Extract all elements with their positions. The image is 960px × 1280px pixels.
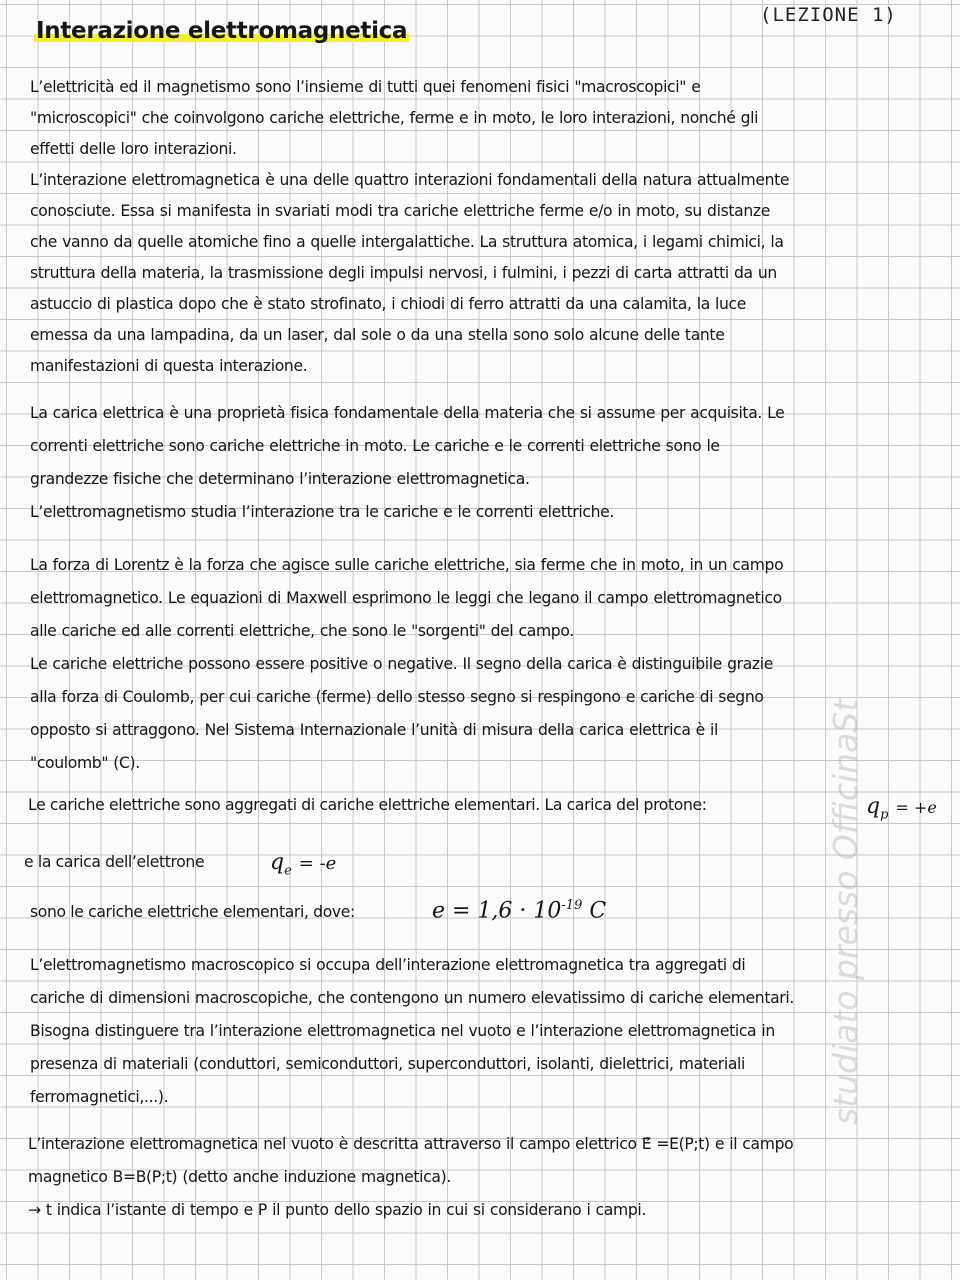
proton-subscript: p <box>880 807 889 823</box>
text-line: magnetico B=B(P;t) (detto anche induzione magnetica). <box>28 1168 451 1186</box>
text-line: astuccio di plastica dopo che è stato strofinato, i chiodi di ferro attratti da una calamita, la luce <box>30 295 747 313</box>
text-line: grandezze fisiche che determinano l’interazione elettromagnetica. <box>30 470 530 488</box>
proton-value: = +e <box>895 798 937 817</box>
elementary-charge-base: e = 1,6 · 10 <box>432 898 562 924</box>
page-title: Interazione elettromagnetica <box>36 18 408 44</box>
charges-line-2: e la carica dell’elettrone <box>24 853 205 871</box>
fields-text-b: =E(P;t) e il campo <box>651 1135 794 1153</box>
paragraph-charge <box>30 397 936 529</box>
text-line: "coulomb" (C). <box>30 754 140 772</box>
text-line: La carica elettrica è una proprietà fisica fondamentale della materia che si assume per acquisita. Le <box>30 404 785 422</box>
text-line: opposto si attraggono. Nel Sistema Internazionale l’unità di misura della carica elettrica è il <box>30 721 718 739</box>
text-line: ferromagnetici,...). <box>30 1088 169 1106</box>
elementary-charge-formula <box>432 898 606 923</box>
text-line: elettromagnetico. Le equazioni di Maxwell esprimono le leggi che legano il campo elettromagnetico <box>30 589 782 607</box>
text-line: correnti elettriche sono cariche elettriche in moto. Le cariche e le correnti elettriche sono le <box>30 437 720 455</box>
electron-symbol: q <box>270 850 285 875</box>
electric-field-vector: → E <box>642 1135 652 1153</box>
text-line: L’interazione elettromagnetica è una delle quattro interazioni fondamentali della natura attualmente <box>30 171 790 189</box>
paragraph-lorentz <box>30 549 936 780</box>
electron-subscript: e <box>284 863 292 879</box>
proton-symbol: q <box>866 794 881 819</box>
text-line: effetti delle loro interazioni. <box>30 140 237 158</box>
charges-line-1: Le cariche elettriche sono aggregati di cariche elettriche elementari. La carica del protone: <box>28 796 707 814</box>
electron-value: = -e <box>298 853 337 874</box>
text-line: struttura della materia, la trasmissione degli impulsi nervosi, i fulmini, i pezzi di carta attratti da un <box>30 264 777 282</box>
paragraph-fields <box>28 1128 934 1227</box>
text-line: conosciute. Essa si manifesta in svariati modi tra cariche elettriche ferme e/o in moto, su distanze <box>30 202 770 220</box>
text-line: Bisogna distinguere tra l’interazione elettromagnetica nel vuoto e l’interazione elettromagnetica in <box>30 1022 775 1040</box>
proton-charge-formula <box>866 794 937 822</box>
text-line: alla forza di Coulomb, per cui cariche (ferme) dello stesso segno si respingono e cariche di segno <box>30 688 764 706</box>
text-line: L’elettricità ed il magnetismo sono l’insieme di tutti quei fenomeni fisici "macroscopici" e <box>30 78 701 96</box>
text-line: alle cariche ed alle correnti elettriche, che sono le "sorgenti" del campo. <box>30 622 574 640</box>
text-line: "microscopici" che coinvolgono cariche elettriche, ferme e in moto, le loro interazioni, nonché gli <box>30 109 759 127</box>
text-line: cariche di dimensioni macroscopiche, che contengono un numero elevatissimo di cariche elementari. <box>30 989 794 1007</box>
text-line: La forza di Lorentz è la forza che agisce sulle cariche elettriche, sia ferme che in moto, in un campo <box>30 556 784 574</box>
electron-charge-formula <box>270 850 336 878</box>
paragraph-intro <box>30 72 936 382</box>
text-line: → t indica l’istante di tempo e P il punto dello spazio in cui si considerano i campi. <box>28 1201 646 1219</box>
text-line <box>28 1128 934 1161</box>
text-line: emessa da una lampadina, da un laser, dal sole o da una stella sono solo alcune delle tante <box>30 326 725 344</box>
text-line: presenza di materiali (conduttori, semiconduttori, superconduttori, isolanti, dielettrici, materiali <box>30 1055 746 1073</box>
paragraph-macroscopic <box>30 949 936 1114</box>
text-line: Le cariche elettriche possono essere positive o negative. Il segno della carica è distinguibile grazie <box>30 655 773 673</box>
elementary-charge-exponent: -19 <box>561 898 583 913</box>
text-line: L’elettromagnetismo macroscopico si occupa dell’interazione elettromagnetica tra aggregati di <box>30 956 746 974</box>
watermark-text: studiato presso OfficinaSt <box>826 698 865 1125</box>
elementary-charge-unit: C <box>589 898 607 924</box>
lesson-label: (LEZIONE 1) <box>760 4 897 26</box>
fields-text-a: L’interazione elettromagnetica nel vuoto è descritta attraverso il campo elettrico <box>28 1135 642 1153</box>
text-line: L’elettromagnetismo studia l’interazione tra le cariche e le correnti elettriche. <box>30 503 615 521</box>
charges-line-3: sono le cariche elettriche elementari, dove: <box>30 903 355 921</box>
text-line: manifestazioni di questa interazione. <box>30 357 308 375</box>
text-line: che vanno da quelle atomiche fino a quelle intergalattiche. La struttura atomica, i legami chimici, la <box>30 233 784 251</box>
